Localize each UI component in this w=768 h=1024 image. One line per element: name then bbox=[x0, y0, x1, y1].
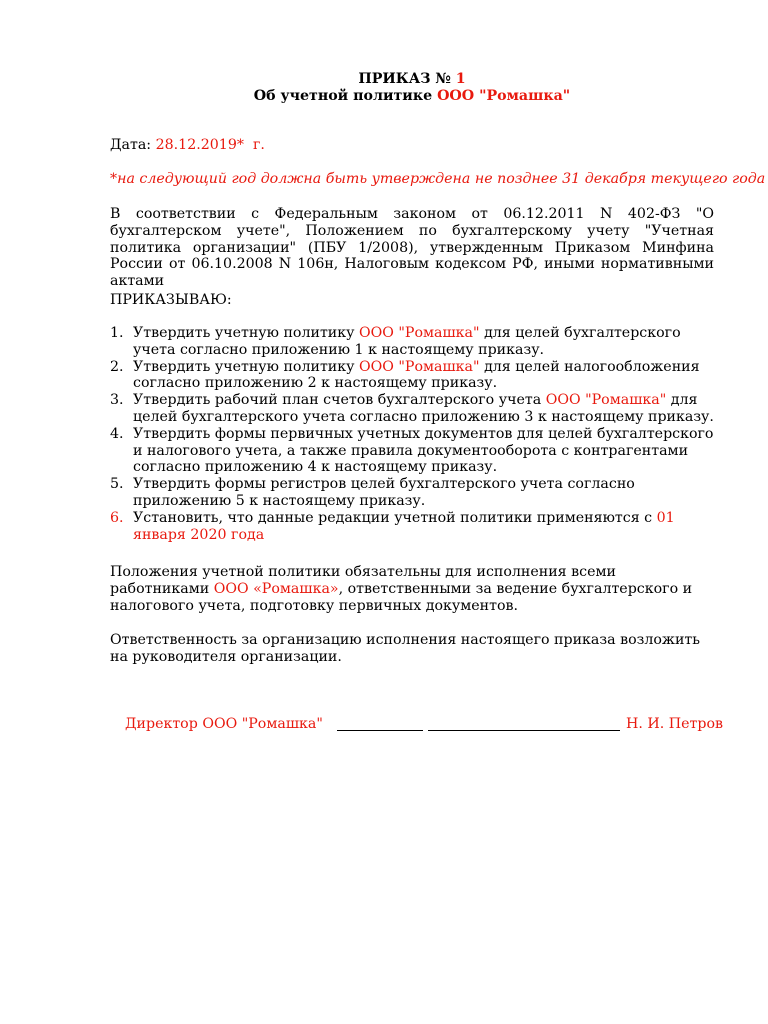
list-item: 3. Утвердить рабочий план счетов бухгалтерского учета ООО "Ромашка" для целей бухгалтерского учета согласно приложению 3 к настоящему приказу. bbox=[110, 392, 714, 425]
list-item: 6. Установить, что данные редакции учетной политики применяются с 01 января 2020 года bbox=[110, 509, 675, 543]
date-suffix: г. bbox=[252, 137, 265, 153]
order-word: ПРИКАЗЫВАЮ: bbox=[110, 292, 232, 308]
signature-name: Н. И. Петров bbox=[626, 716, 724, 732]
date-value: 28.12.2019* bbox=[155, 137, 244, 153]
order-title: ПРИКАЗ № 1 bbox=[358, 71, 466, 87]
list-item: 2. Утвердить учетную политику ООО "Ромашка" для целей налогообложения согласно приложению 2 к настоящему приказу. bbox=[110, 358, 700, 392]
signature-line-long bbox=[428, 730, 620, 731]
obligation-paragraph: Положения учетной политики обязательны для исполнения всеми работниками ООО «Ромашка», ответственными за ведение бухгалтерского и налогового учета, подготовку первичных документов. bbox=[110, 564, 693, 614]
signature-line-short bbox=[337, 730, 423, 731]
list-item: 4. Утвердить формы первичных учетных документов для целей бухгалтерского и налогового учета, а также правила документооборота с контрагентами согласно приложению 4 к настоящему приказу. bbox=[110, 425, 714, 476]
list-item: 5. Утвердить формы регистров целей бухгалтерского учета согласно приложению 5 к настоящему приказу. bbox=[110, 476, 635, 509]
subtitle-org: ООО "Ромашка" bbox=[437, 88, 571, 104]
signature-title: Директор ООО "Ромашка" bbox=[125, 716, 323, 732]
order-items-list bbox=[110, 325, 714, 543]
order-date: Дата: 28.12.2019* г. bbox=[110, 137, 265, 153]
order-subtitle: Об учетной политике ООО "Ромашка" bbox=[253, 88, 571, 104]
list-item: 1. Утвердить учетную политику ООО "Ромашка" для целей бухгалтерского учета согласно приложению 1 к настоящему приказу. bbox=[110, 325, 681, 358]
signature-block bbox=[125, 716, 724, 736]
legal-basis-paragraph: В соответствии с Федеральным законом от 06.12.2011 N 402-ФЗ "О бухгалтерском учете", Положением по бухгалтерскому учету "Учетная политика организации" (ПБУ 1/2008), утвержденным Приказом Минфина России от 06.10.2008 N 106н, Налоговым кодексом РФ, иными нормативными актами bbox=[110, 206, 714, 290]
deadline-note: *на следующий год должна быть утверждена не позднее 31 декабря текущего года bbox=[110, 171, 766, 187]
order-number: 1 bbox=[455, 71, 466, 87]
responsibility-paragraph: Ответственность за организацию исполнения настоящего приказа возложить на руководителя организации. bbox=[110, 632, 700, 665]
